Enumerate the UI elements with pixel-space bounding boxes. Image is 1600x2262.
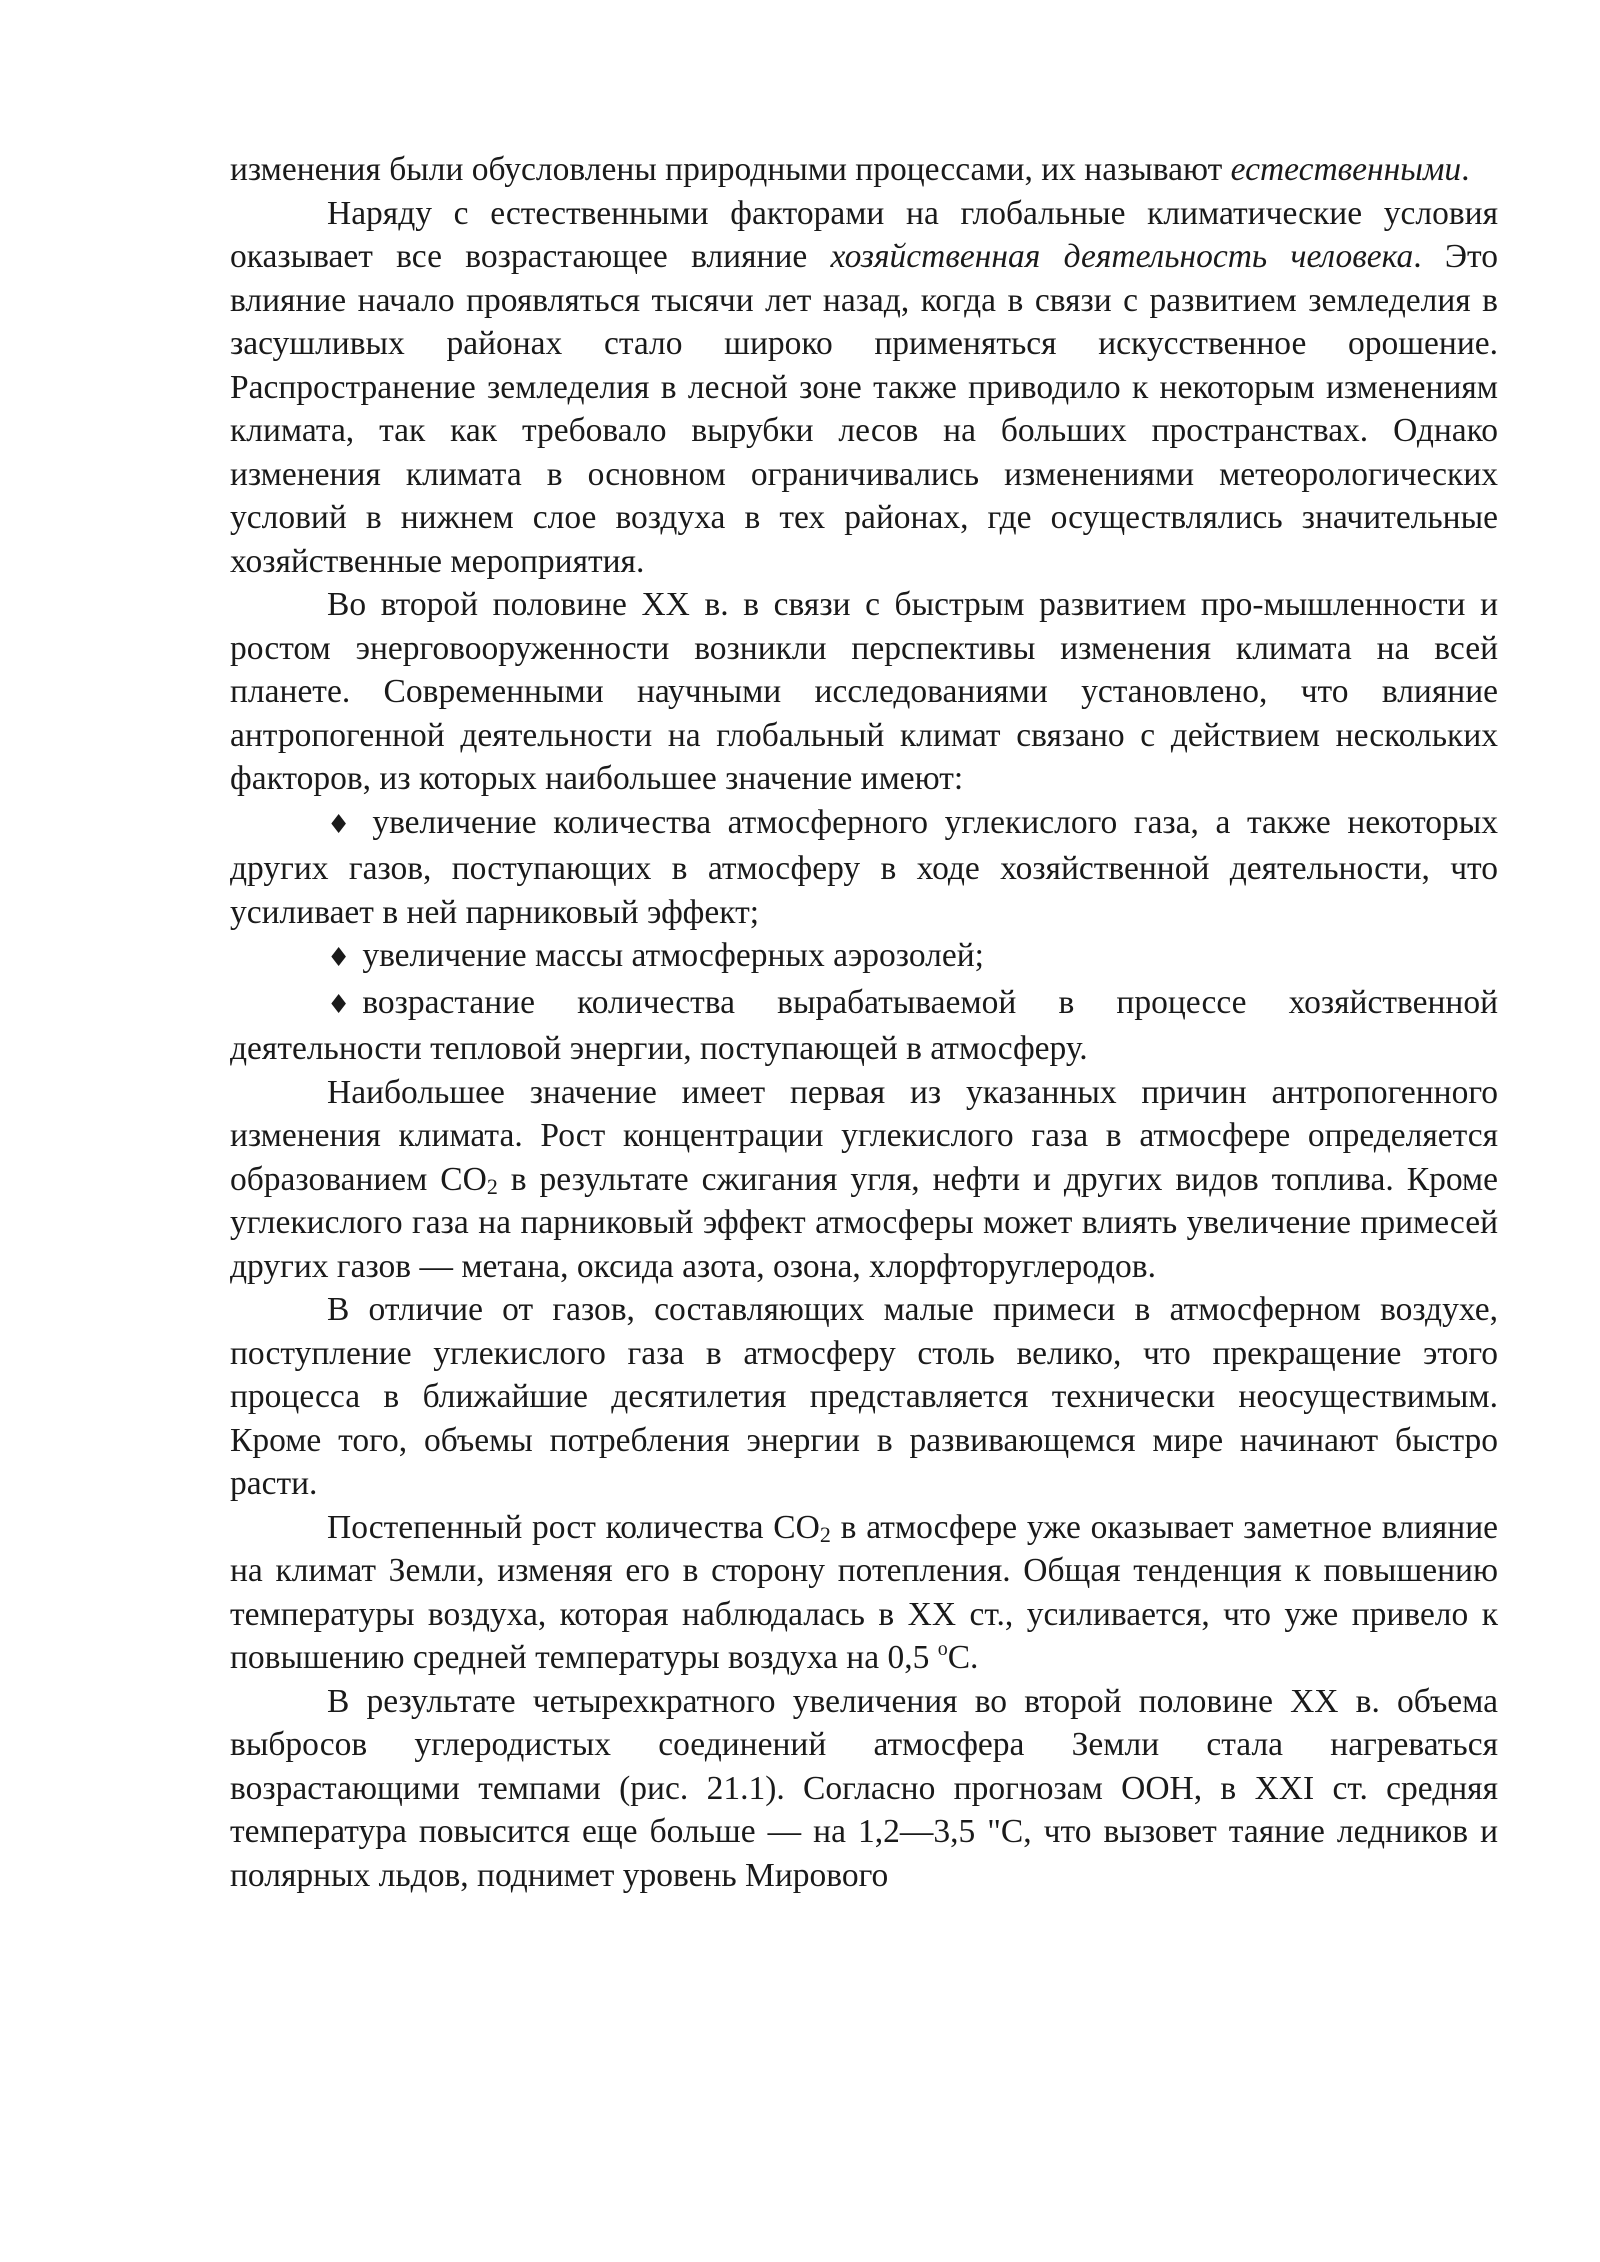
paragraph-1: Наряду с естественными факторами на глобальные климатические условия оказывает все возрастающее влияние хозяйственная деятельность человека. Это влияние начало проявляться тысячи лет назад, когда в связи с развитием земледелия в засушливых районах стало широко применяться искусственное орошение. Распространение земледелия в лесной зоне также приводило к некоторым изменениям климата, так как требовало вырубки лесов на больших пространствах. Однако изменения климата в основном ограничивались изменениями метеорологических условий в нижнем слое воздуха в тех районах, где осуществлялись значительные хозяйственные мероприятия. <box>230 194 1498 580</box>
bullet-item-1: ♦ увеличение количества атмосферного углекислого газа, а также некоторых других газов, поступающих в атмосферу в ходе хозяйственной деятельности, что усиливает в ней парниковый эффект; <box>230 803 1498 931</box>
diamond-bullet-icon: ♦ <box>327 943 351 973</box>
paragraph-6: В результате четырехкратного увеличения во второй половине XX в. объема выбросов углеродистых соединений атмосфера Земли стала нагреваться возрастающими темпами (рис. 21.1). Согласно прогнозам ООН, в XXI ст. средняя температура повысится еще больше — на 1,2—3,5 "С, что вызовет таяние ледников и полярных льдов, поднимет уровень Мирового <box>230 1682 1498 1894</box>
paragraph-5: Постепенный рост количества $СО_2$ в атмосфере уже оказывает заметное влияние на климат Земли, изменяя его в сторону потепления. Общая тенденция к повышению температуры воздуха, которая наблюдалась в XX ст., усиливается, что уже привело к повышению средней температуры воздуха на 0,5 $^о$С. <box>230 1508 1498 1676</box>
subscript-2: 2 <box>819 1521 831 1547</box>
italic-term-natural: естественными <box>1230 151 1462 188</box>
bullet-item-2: ♦ увеличение массы атмосферных аэрозолей; <box>230 934 1498 981</box>
degree-superscript: о <box>937 1638 948 1660</box>
diamond-bullet-icon: ♦ <box>327 809 351 840</box>
diamond-bullet-icon: ♦ <box>327 989 351 1020</box>
paragraph-4: В отличие от газов, составляющих малые примеси в атмосферном воздухе, поступление углекислого газа в атмосферу столь велико, что прекращение этого процесса в ближайшие десятилетия представляется технически неосуществимым. Кроме того, объемы потребления энергии в развивающемся мире начинают быстро расти. <box>230 1291 1498 1502</box>
document-page <box>230 148 1498 1897</box>
bullet-item-3: ♦ возрастание количества вырабатываемой в процессе хозяйственной деятельности тепловой энергии, поступающей в атмосферу. <box>230 983 1498 1067</box>
paragraph-3: Наибольшее значение имеет первая из указанных причин антропогенного изменения климата. Рост концентрации углекислого газа в атмосфере определяется образованием $СО_2$ в результате сжигания угля, нефти и других видов топлива. Кроме углекислого газа на парниковый эффект атмосферы может влиять увеличение примесей других газов — метана, оксида азота, озона, хлорфторуглеродов. <box>230 1073 1499 1285</box>
paragraph-2: Во второй половине XX в. в связи с быстрым развитием про-мышленности и ростом энерговооруженности возникли перспективы изменения климата на всей планете. Современными научными исследованиями установлено, что влияние антропогенной деятельности на глобальный климат связано с действием нескольких факторов, из которых наибольшее значение имеют: <box>230 586 1498 797</box>
paragraph-0: изменения были обусловлены природными процессами, их называют естественными. <box>230 151 1470 188</box>
italic-term-human-activity: хозяйственная деятельность человека <box>830 238 1414 275</box>
subscript-2: 2 <box>486 1173 498 1199</box>
